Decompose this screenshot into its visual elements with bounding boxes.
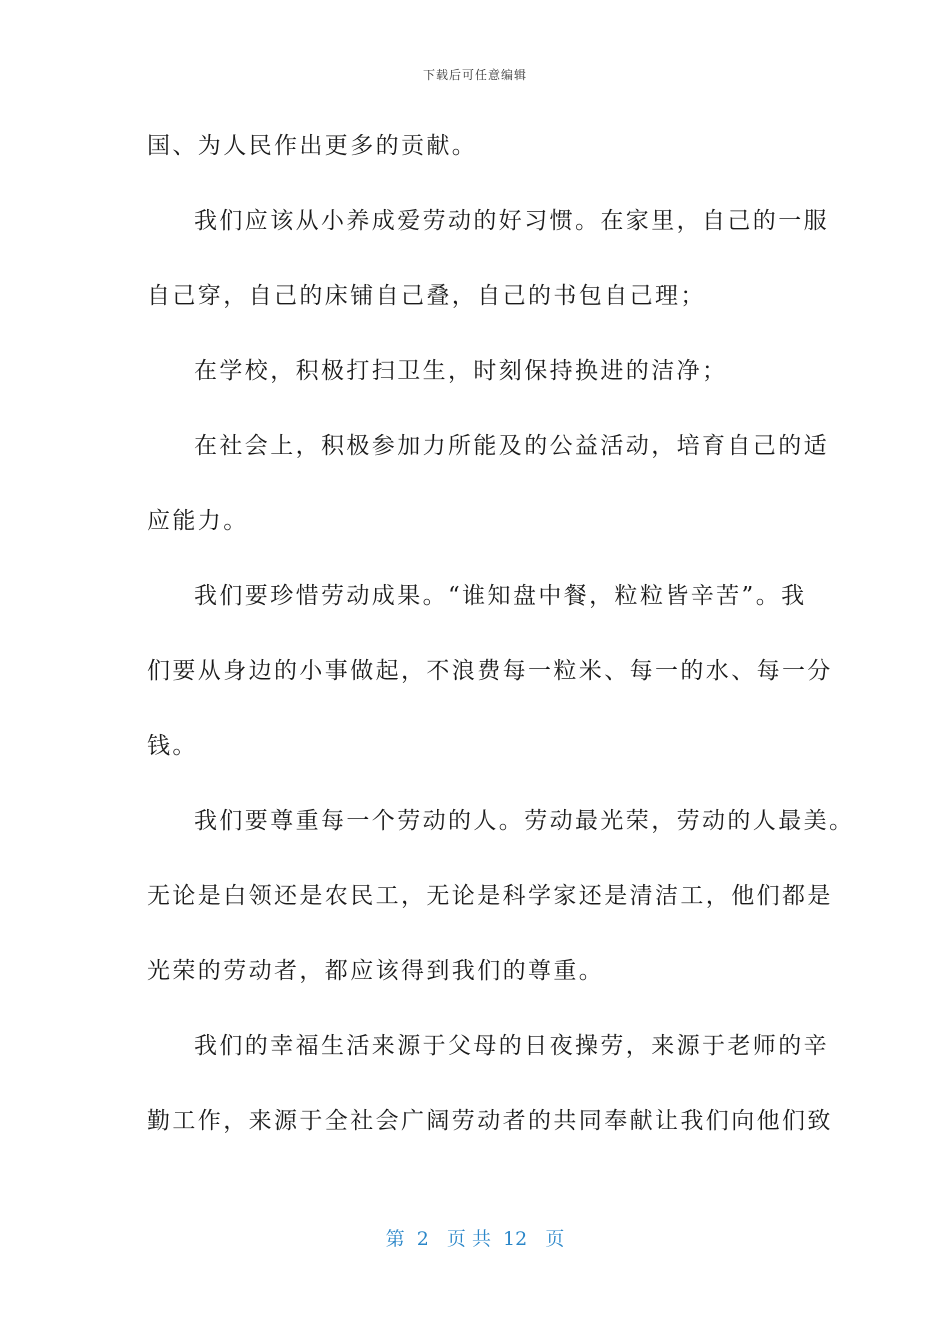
body-line: 无论是白领还是农民工，无论是科学家还是清洁工，他们都是 <box>147 883 833 909</box>
body-line: 应能力。 <box>147 508 249 534</box>
body-line: 勤工作，来源于全社会广阔劳动者的共同奉献让我们向他们致 <box>147 1108 833 1134</box>
paragraph-first-line: 我们应该从小养成爱劳动的好习惯。在家里，自己的一服 <box>194 208 829 234</box>
body-line: 国、为人民作出更多的贡献。 <box>147 133 478 159</box>
paragraph-first-line: 我们要尊重每一个劳动的人。劳动最光荣，劳动的人最美。 <box>194 808 855 834</box>
paragraph-first-line: 我们要珍惜劳动成果。“谁知盘中餐，粒粒皆辛苦”。我 <box>194 583 807 609</box>
paragraph-first-line: 在社会上，积极参加力所能及的公益活动，培育自己的适 <box>194 433 829 459</box>
page-number-footer: 第 2 页 共 12 页 <box>385 1228 565 1250</box>
paragraph-first-line: 我们的幸福生活来源于父母的日夜操劳，来源于老师的辛 <box>194 1033 829 1059</box>
body-line: 自己穿，自己的床铺自己叠，自己的书包自己理； <box>147 283 706 309</box>
body-line: 光荣的劳动者，都应该得到我们的尊重。 <box>147 958 605 984</box>
page-header-note: 下载后可任意编辑 <box>422 68 527 82</box>
paragraph-first-line: 在学校，积极打扫卫生，时刻保持换进的洁净； <box>194 358 728 384</box>
body-line: 钱。 <box>147 733 198 759</box>
body-line: 们要从身边的小事做起，不浪费每一粒米、每一的水、每一分 <box>147 658 833 684</box>
